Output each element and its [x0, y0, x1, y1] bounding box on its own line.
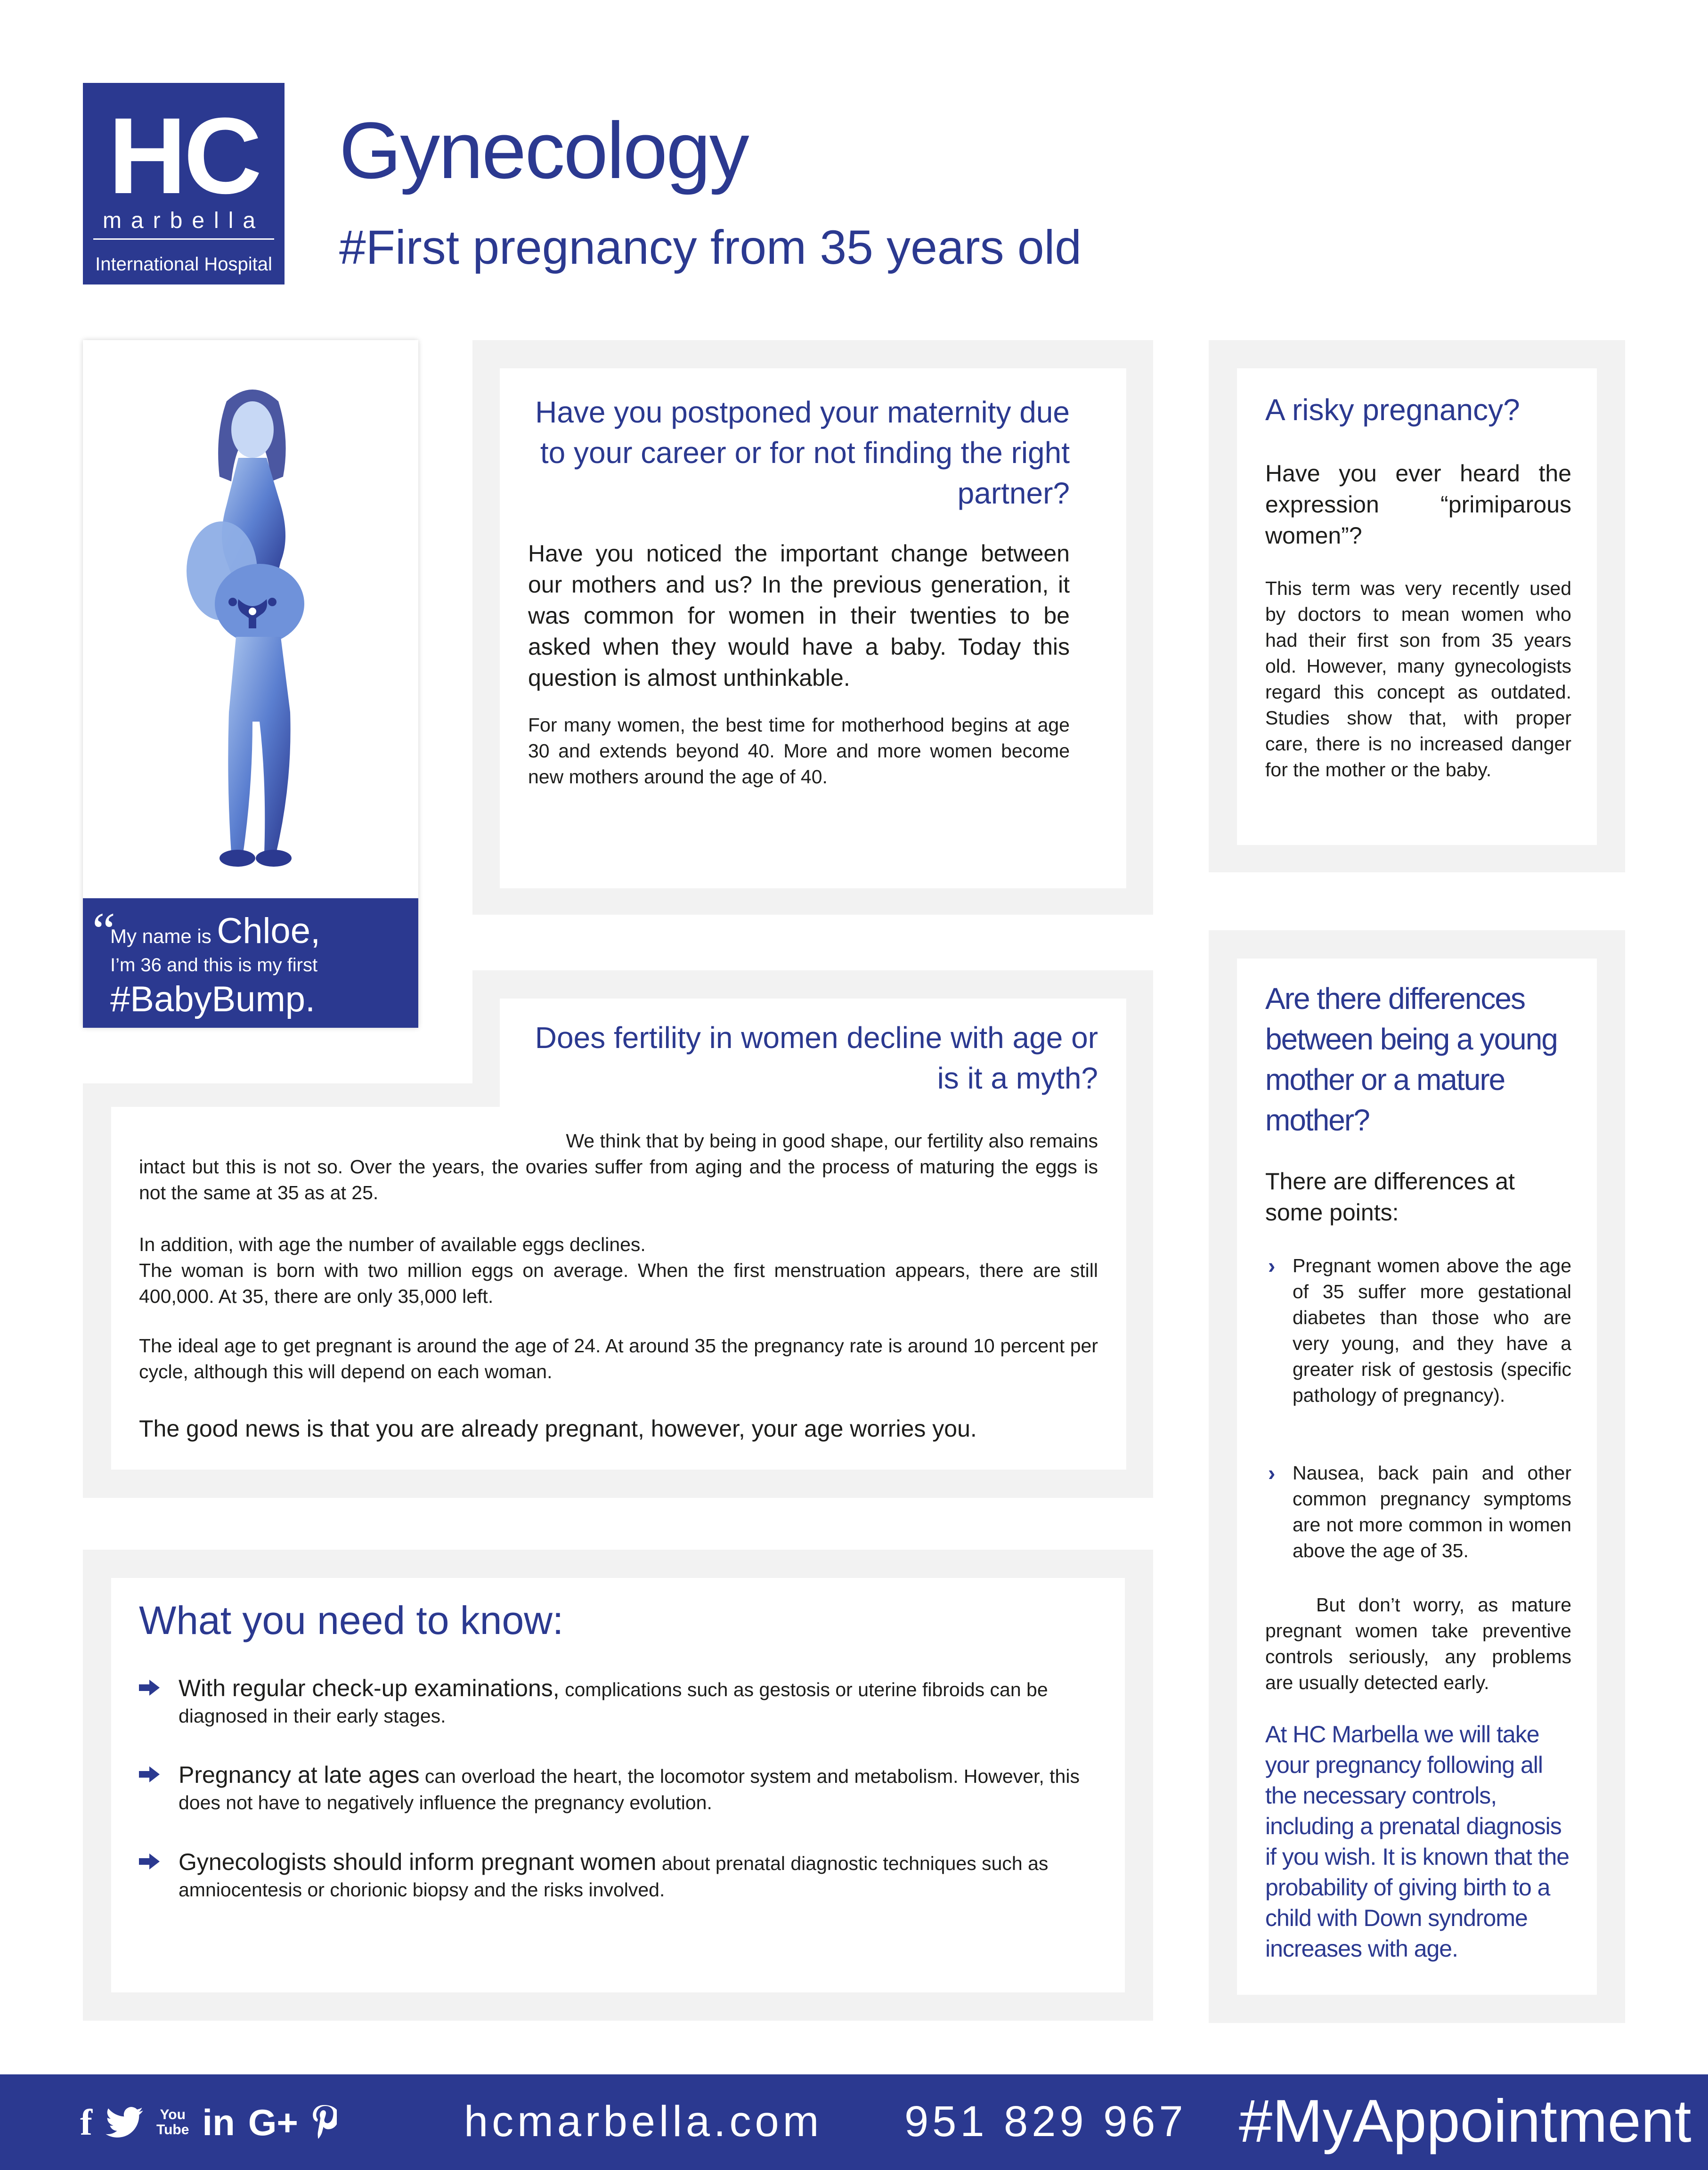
need-item-rest: about prenatal diagnostic techniques such as amniocentesis or chorionic biopsy and the risks involved.	[179, 1853, 1049, 1901]
social-links	[80, 2099, 337, 2146]
postponed-lead: Have you noticed the important change between our mothers and us? In the previous generation, it was common for women in their twenties to be asked when they would have a baby. Today this question is almost unthinkable.	[528, 540, 1070, 691]
fertility-p3: The woman is born with two million eggs on average. When the first menstruation appears, there are still 400,000. At 35, there are only 35,000 left.	[139, 1260, 1098, 1307]
risky-heading: A risky pregnancy?	[1265, 393, 1520, 427]
differences-heading: Are there differences between being a young mother or a mature mother?	[1265, 982, 1557, 1137]
fertility-p2: In addition, with age the number of available eggs declines.	[139, 1234, 646, 1255]
website-link[interactable]: hcmarbella.com	[464, 2097, 823, 2146]
differences-lead: There are differences at some points:	[1265, 1168, 1515, 1226]
need-item-rest: can overload the heart, the locomotor system and metabolism. However, this does not have to negatively influence the pregnancy evolution.	[179, 1765, 1080, 1813]
postponed-heading: Have you postponed your maternity due to your career or for not finding the right partner?	[535, 395, 1070, 510]
fertility-p1-rest: intact but this is not so. Over the years, the ovaries suffer from aging and the process of maturing the eggs is not the same at 35 as at 25.	[139, 1156, 1098, 1203]
need-item-1	[139, 1675, 1100, 1729]
pregnant-woman-illustration	[182, 382, 323, 882]
googleplus-icon[interactable]: G+	[248, 2101, 298, 2143]
differences-promo: At HC Marbella we will take your pregnancy following all the necessary controls, including a prenatal diagnosis if you wish. It is known that the probability of giving birth to a child with Down syndrome increases with age.	[1265, 1721, 1570, 1962]
hc-marbella-logo	[83, 83, 285, 284]
chevron-right-icon: ›	[1268, 1253, 1276, 1278]
quote-mark: “	[92, 902, 115, 959]
differences-closing: But don’t worry, as mature pregnant women take preventive controls seriously, any problems are usually detected early.	[1265, 1594, 1571, 1693]
need-item-3	[139, 1849, 1100, 1903]
quote-line-2: I’m 36 and this is my first	[110, 955, 318, 975]
fertility-p4: The ideal age to get pregnant is around the age of 24. At around 35 the pregnancy rate is around 10 percent per cycle, although this will depend on each woman.	[139, 1335, 1098, 1382]
differences-bullet-1	[1268, 1253, 1571, 1408]
differences-bullet-text: Nausea, back pain and other common pregnancy symptoms are not more common in women above the age of 35.	[1293, 1462, 1571, 1561]
quote-name: Chloe,	[217, 911, 321, 951]
twitter-icon[interactable]	[106, 2107, 143, 2138]
logo-caption: International Hospital	[93, 238, 274, 275]
need-item-lead: Gynecologists should inform pregnant women	[179, 1849, 657, 1875]
differences-bullet-text: Pregnant women above the age of 35 suffer more gestational diabetes than those who are very young, and they have a greater risk of gestosis (specific pathology of pregnancy).	[1293, 1255, 1571, 1406]
postponed-panel	[472, 340, 1153, 915]
need-item-lead: Pregnancy at late ages	[179, 1762, 420, 1788]
chevron-right-icon: ›	[1268, 1461, 1276, 1485]
fertility-p5: The good news is that you are already pregnant, however, your age worries you.	[139, 1415, 977, 1442]
risky-body: This term was very recently used by doctors to mean women who had their first son from 35 years old. However, many gynecologists regard this concept as outdated. Studies show that, with proper care, there is no increased danger for the mother or the baby.	[1265, 577, 1571, 780]
quote-prefix: My name is	[110, 925, 217, 947]
fertility-p1-first: We think that by being in good shape, our fertility also remains	[566, 1130, 1098, 1152]
risky-lead: Have you ever heard the expression “primiparous women”?	[1265, 460, 1571, 549]
need-item-rest: complications such as gestosis or uterine fibroids can be diagnosed in their early stages.	[179, 1679, 1048, 1727]
chloe-quote	[83, 898, 418, 1028]
need-item-2	[139, 1762, 1100, 1816]
arrow-right-icon	[139, 1853, 160, 1869]
postponed-body: For many women, the best time for motherhood begins at age 30 and extends beyond 40. More and more women become new mothers around the age of 40.	[528, 714, 1070, 788]
differences-bullet-2	[1268, 1460, 1571, 1564]
page-subtitle: #First pregnancy from 35 years old	[339, 220, 1082, 274]
need-to-know-heading: What you need to know:	[139, 1598, 564, 1642]
arrow-right-icon	[139, 1766, 160, 1782]
phone-number[interactable]: 951 829 967	[904, 2097, 1187, 2146]
appointment-hashtag[interactable]: #MyAppointment	[1239, 2088, 1692, 2155]
facebook-icon[interactable]: f	[80, 2102, 92, 2143]
pinterest-icon[interactable]	[311, 2105, 337, 2140]
page-title: Gynecology	[339, 106, 748, 195]
chloe-card	[83, 340, 418, 1028]
youtube-icon[interactable]: You Tube	[156, 2107, 189, 2137]
logo-letters: HC	[108, 95, 260, 216]
footer-bar	[0, 2074, 1708, 2170]
logo-city: marbella	[102, 208, 265, 233]
linkedin-icon[interactable]: in	[202, 2101, 235, 2143]
arrow-right-icon	[139, 1680, 160, 1696]
risky-panel	[1209, 340, 1625, 872]
quote-hashtag: #BabyBump.	[110, 979, 316, 1019]
need-item-lead: With regular check-up examinations,	[179, 1675, 560, 1701]
fertility-heading: Does fertility in women decline with age or is it a myth?	[535, 1021, 1098, 1095]
